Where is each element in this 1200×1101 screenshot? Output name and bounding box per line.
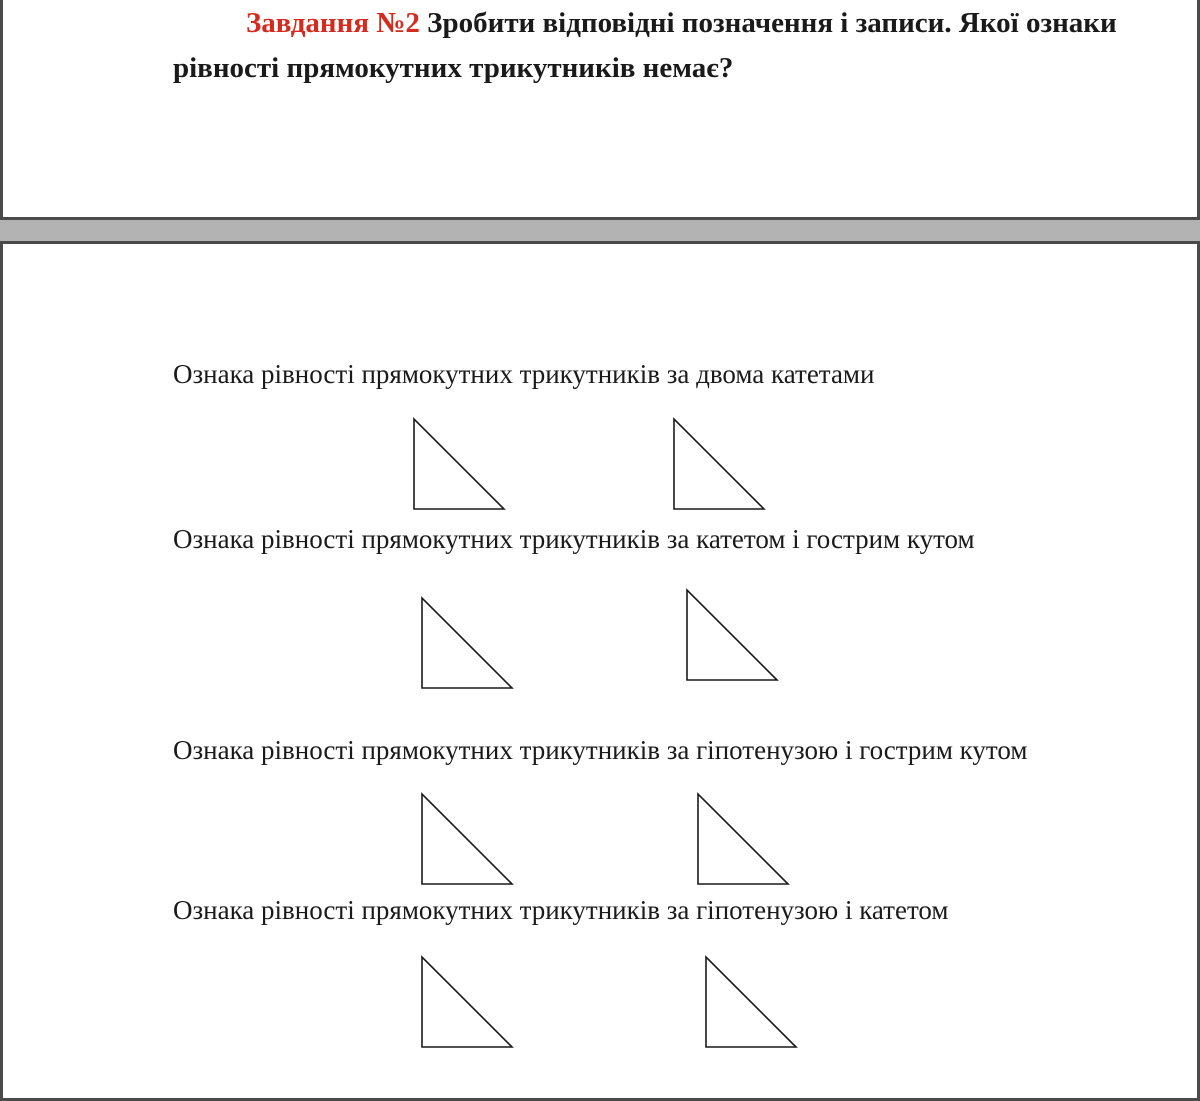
- criterion-text: Ознака рівності прямокутних трикутників за двома катетами: [173, 359, 875, 389]
- right-triangle-figure: [419, 954, 515, 1050]
- task-text: Зробити відповідні позначення і записи. Якої ознаки рівності прямокутних трикутників немає?: [173, 7, 1117, 84]
- right-triangle-figure: [703, 954, 799, 1050]
- right-triangle: [422, 598, 512, 688]
- right-triangle-figure: [671, 416, 767, 512]
- criterion-text: Ознака рівності прямокутних трикутників за гіпотенузою і катетом: [173, 895, 949, 925]
- criterion-text: Ознака рівності прямокутних трикутників за гіпотенузою і гострим кутом: [173, 735, 1028, 765]
- criterion-text: Ознака рівності прямокутних трикутників за катетом і гострим кутом: [173, 524, 975, 554]
- document-page-bottom: [0, 241, 1200, 1101]
- right-triangle-figure: [684, 587, 780, 683]
- document-page-top: [0, 0, 1200, 220]
- right-triangle-figure: [695, 791, 791, 887]
- right-triangle: [698, 794, 788, 884]
- right-triangle: [706, 957, 796, 1047]
- right-triangle: [687, 590, 777, 680]
- right-triangle: [414, 419, 504, 509]
- right-triangle-figure: [411, 416, 507, 512]
- right-triangle: [422, 957, 512, 1047]
- right-triangle: [422, 794, 512, 884]
- task-heading: [173, 1, 1133, 91]
- right-triangle: [674, 419, 764, 509]
- right-triangle-figure: [419, 595, 515, 691]
- task-label: Завдання №2: [246, 7, 420, 39]
- right-triangle-figure: [419, 791, 515, 887]
